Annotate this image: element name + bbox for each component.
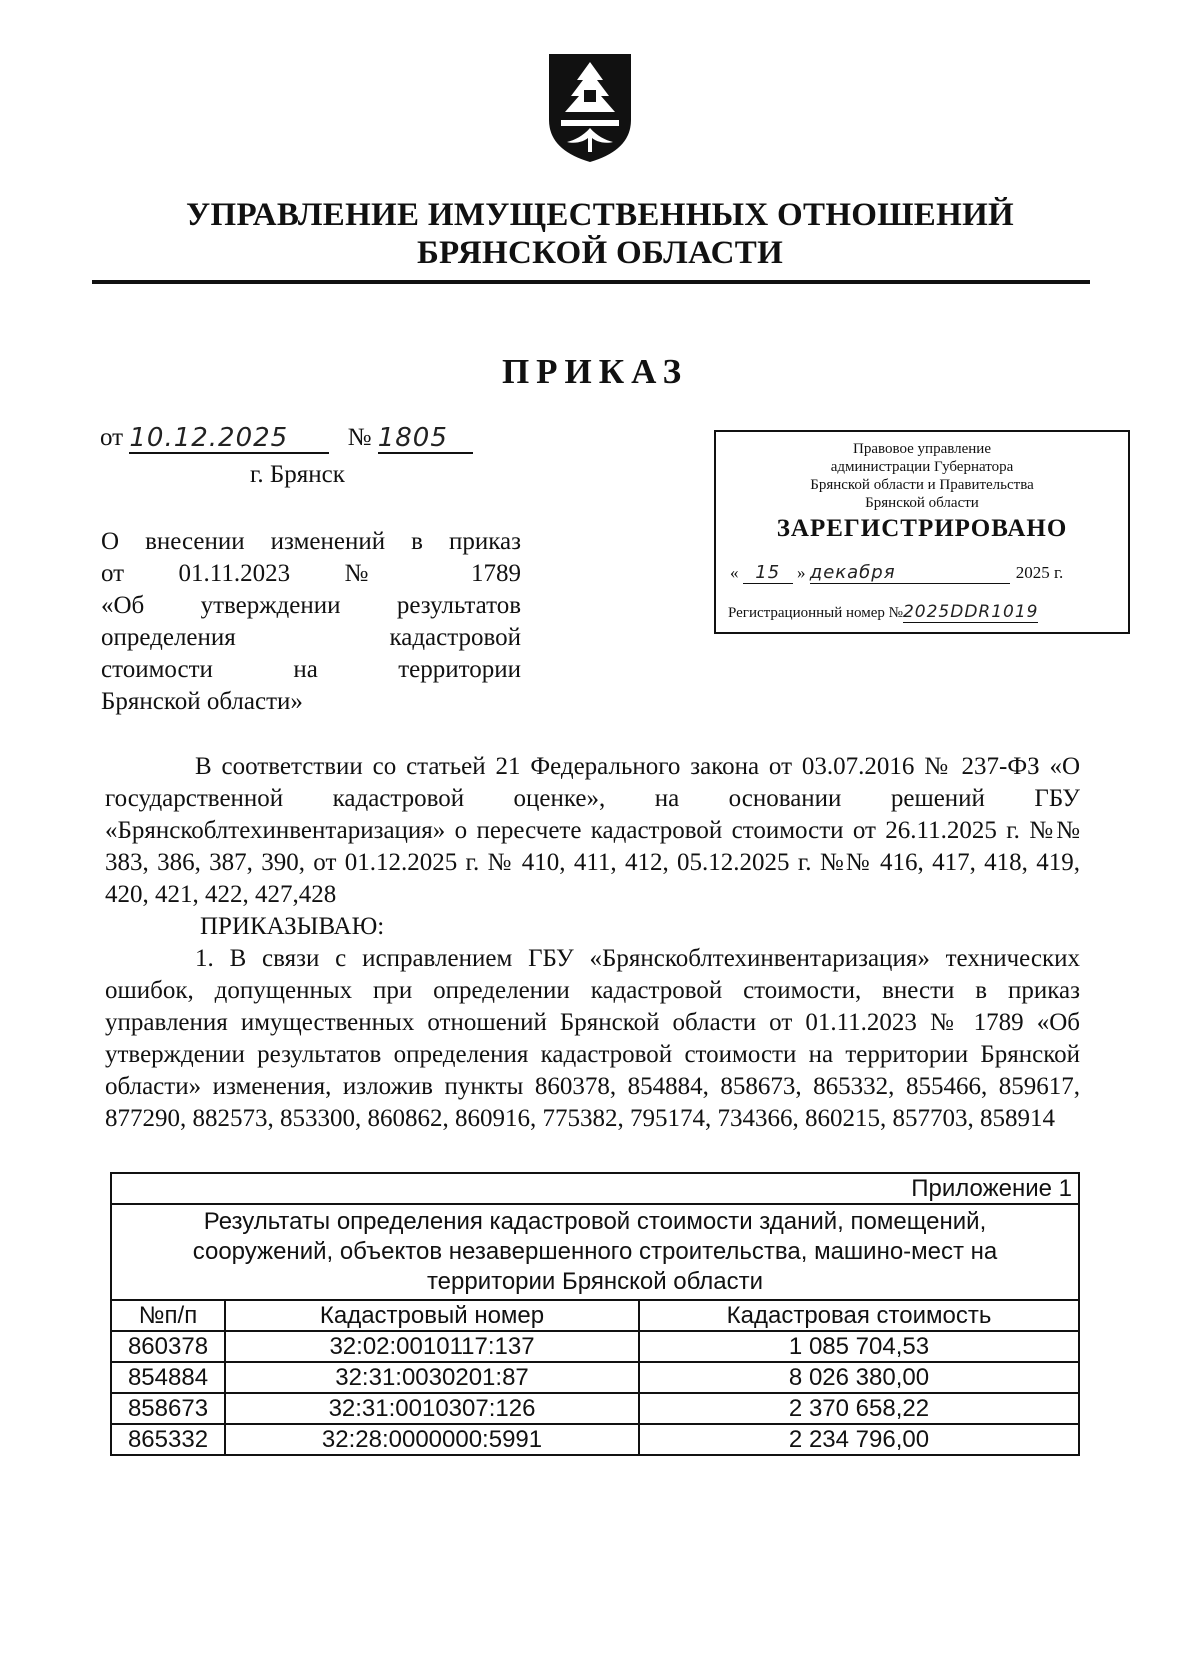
order-subject <box>101 526 521 718</box>
column-header: Кадастровая стоимость <box>639 1300 1079 1331</box>
body-paragraph: В соответствии со статьей 21 Федерального закона от 03.07.2016 № 237-ФЗ «О государственной кадастровой оценке», на основании решений ГБУ «Брянскоблтехинвентаризация» о пересчете кадастровой стоимости от 26.11.2025 г. №№ 383, 386, 387, 390, от 01.12.2025 г. № 410, 411, 412, 05.12.2025 г. №№ 416, 417, 418, 419, 420, 421, 422, 427,428 <box>105 753 1080 908</box>
order-date-line <box>100 422 473 454</box>
stamp-line: Брянской области и Правительства <box>810 477 1034 493</box>
column-header: Кадастровый номер <box>225 1300 639 1331</box>
order-number-field <box>378 422 473 454</box>
table-row <box>111 1173 1079 1204</box>
stamp-line: Правовое управление <box>853 441 991 457</box>
stamp-line: администрации Губернатора <box>830 459 1014 475</box>
table-cell: 865332 <box>111 1424 225 1455</box>
table-cell: 32:31:0010307:126 <box>225 1393 639 1424</box>
table-row <box>111 1362 1079 1393</box>
table-cell: 854884 <box>111 1362 225 1393</box>
subject-line: Брянской области» <box>101 688 303 715</box>
order-number-handwritten: 1805 <box>377 423 448 453</box>
appendix-table <box>110 1172 1080 1456</box>
table-row <box>111 1393 1079 1424</box>
from-label: от <box>100 424 124 451</box>
table-row <box>111 1424 1079 1455</box>
order-body <box>105 751 1080 1135</box>
order-command: ПРИКАЗЫВАЮ: <box>200 913 385 940</box>
table-cell: 32:02:0010117:137 <box>225 1331 639 1362</box>
subject-line: «Об утверждении результатов <box>101 592 521 619</box>
coat-of-arms-icon <box>545 50 635 165</box>
subject-line: от 01.11.2023 № 1789 <box>101 560 521 587</box>
header-divider <box>92 280 1090 284</box>
table-cell: 32:28:0000000:5991 <box>225 1424 639 1455</box>
table-cell: 858673 <box>111 1393 225 1424</box>
order-date-field <box>129 422 329 454</box>
stamp-reg-label: Регистрационный номер № <box>728 605 903 621</box>
organization-name-line1: УПРАВЛЕНИЕ ИМУЩЕСТВЕННЫХ ОТНОШЕНИЙ <box>185 197 1015 233</box>
body-paragraph: 1. В связи с исправлением ГБУ «Брянскоблтехинвентаризация» технических ошибок, допущенных при определении кадастровой стоимости, внести в приказ управления имущественных отношений Брянской области от 01.11.2023 № 1789 «Об утверждении результатов определения кадастровой стоимости на территории Брянской области» изменения, изложив пункты 860378, 854884, 858673, 865332, 855466, 859617, 877290, 882573, 853300, 860862, 860916, 775382, 795174, 734366, 860215, 857703, 858914 <box>105 945 1080 1132</box>
table-cell: 8 026 380,00 <box>639 1362 1079 1393</box>
table-cell: 2 234 796,00 <box>639 1424 1079 1455</box>
table-cell: 1 085 704,53 <box>639 1331 1079 1362</box>
registration-stamp <box>714 430 1130 634</box>
table-cell: 32:31:0030201:87 <box>225 1362 639 1393</box>
stamp-registration <box>728 602 1128 623</box>
stamp-month: декабря <box>810 562 1010 584</box>
stamp-line: Брянской области <box>865 495 979 511</box>
table-row <box>111 1331 1079 1362</box>
table-header-row <box>111 1300 1079 1331</box>
organization-name-line2: БРЯНСКОЙ ОБЛАСТИ <box>416 235 784 271</box>
stamp-date: « 15 » декабря 2025 г. <box>730 562 1064 583</box>
subject-line: определения кадастровой <box>101 624 521 651</box>
stamp-year: 2025 г. <box>1015 563 1064 582</box>
order-date-handwritten: 10.12.2025 <box>129 423 289 453</box>
column-header: №п/п <box>111 1300 225 1331</box>
stamp-reg-number: 2025DDR1019 <box>902 602 1039 622</box>
stamp-day: 15 <box>743 562 793 584</box>
table-cell: 860378 <box>111 1331 225 1362</box>
document-type-title: ПРИКАЗ <box>501 352 689 391</box>
table-title: Результаты определения кадастровой стоимости зданий, помещений, сооружений, объектов незавершенного строительства, машино-мест на территории Брянской области <box>111 1204 1079 1300</box>
table-cell: 2 370 658,22 <box>639 1393 1079 1424</box>
number-label: № <box>347 424 372 451</box>
stamp-title: ЗАРЕГИСТРИРОВАНО <box>776 515 1068 542</box>
subject-line: стоимости на территории <box>101 656 521 683</box>
table-row <box>111 1204 1079 1300</box>
appendix-label: Приложение 1 <box>111 1173 1079 1204</box>
city-label: г. Брянск <box>250 461 345 488</box>
subject-line: О внесении изменений в приказ <box>101 528 521 555</box>
